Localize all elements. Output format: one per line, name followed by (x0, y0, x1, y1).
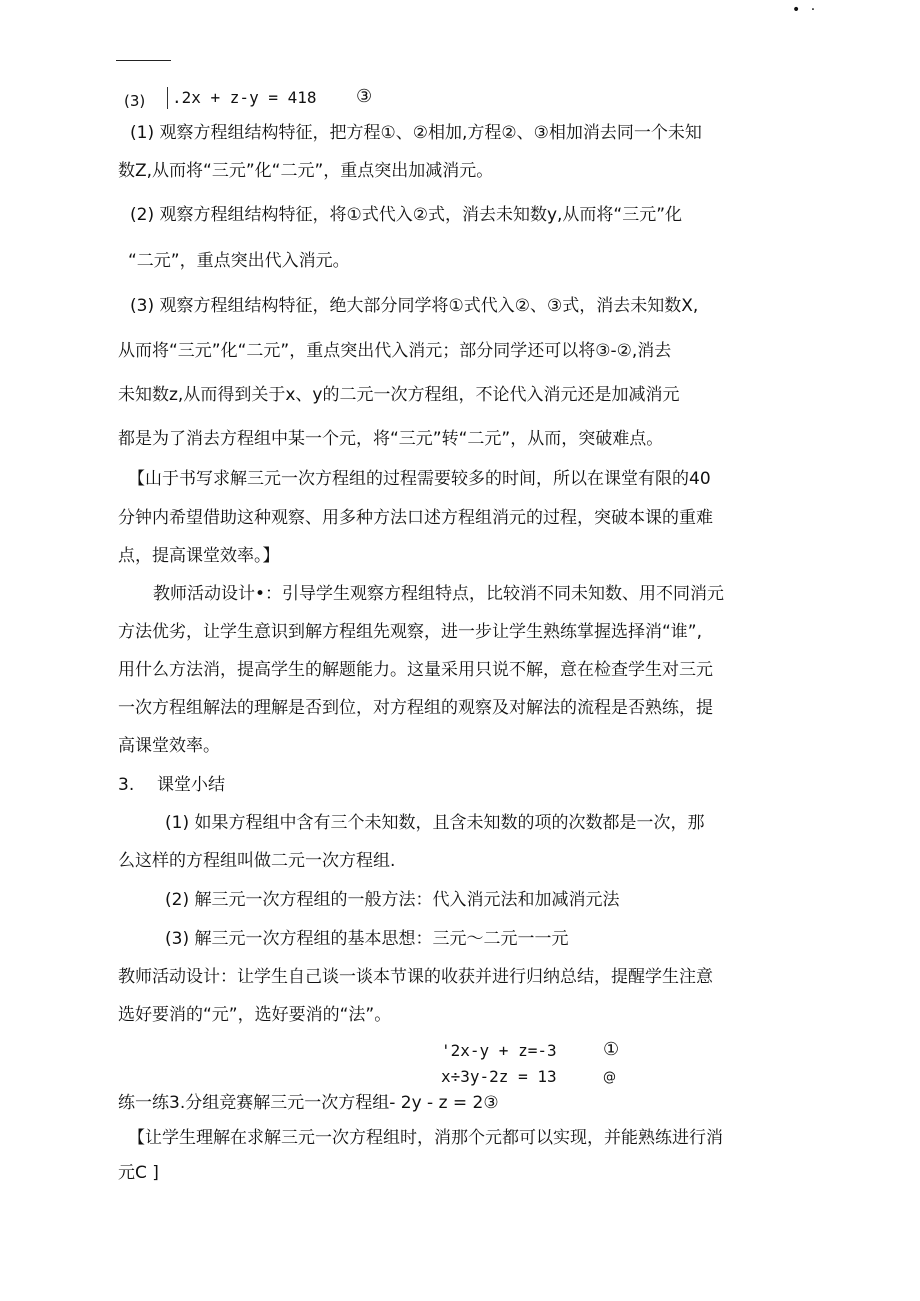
p3-line4: 都是为了消去方程组中某一个元，将“三元”转“二元”，从而，突破难点。 (118, 429, 664, 449)
note2-line1: 【让学生理解在求解三元一次方程组时，消那个元都可以实现，并能熟练进行消 (128, 1128, 723, 1148)
section3-title: 课堂小结 (157, 775, 225, 795)
design2-line2: 选好要消的“元”，选好要消的“法”。 (118, 1005, 392, 1025)
note1-line2: 分钟内希望借助这种观察、用多种方法口述方程组消元的过程，突破本课的重难 (118, 508, 713, 528)
design1-line4: 一次方程组解法的理解是否到位，对方程组的观察及对解法的流程是否熟练，提 (118, 698, 713, 718)
eq3-label: (3) (124, 92, 146, 110)
p3-line3: 未知数z,从而得到关于x、y的二元一次方程组，不论代入消元还是加减消元 (118, 385, 680, 405)
design1-line1: 教师活动设计•：引导学生观察方程组特点，比较消不同未知数、用不同消元 (153, 584, 725, 604)
p1-line2: 数Z,从而将“三元”化“二元”，重点突出加减消元。 (118, 161, 494, 181)
summary1-line1: (1) 如果方程组中含有三个未知数，且含未知数的项的次数都是一次，那 (165, 813, 705, 833)
design1-line3: 用什么方法消，提高学生的解题能力。这量采用只说不解，意在检查学生对三元 (118, 660, 713, 680)
corner-dots: • · (792, 2, 819, 18)
note2-line2: 元C ] (118, 1163, 159, 1183)
header-rule (116, 60, 171, 61)
summary2: (2) 解三元一次方程组的一般方法：代入消元法和加减消元法 (165, 890, 620, 910)
p2-line1: (2) 观察方程组结构特征，将①式代入②式，消去未知数y,从而将“三元”化 (130, 205, 683, 225)
summary3: (3) 解三元一次方程组的基本思想：三元～二元一一元 (165, 929, 569, 949)
p3-line1: (3) 观察方程组结构特征，绝大部分同学将①式代入②、③式，消去未知数X, (130, 296, 699, 316)
design1-line2: 方法优劣，让学生意识到解方程组先观察，进一步让学生熟练掌握选择消“谁”, (118, 622, 703, 642)
design1-line5: 高课堂效率。 (118, 736, 220, 756)
exercise-line: 练一练3.分组竞赛解三元一次方程组- 2y - z = 2③ (118, 1093, 499, 1113)
eq3-circle: ③ (356, 86, 373, 107)
exercise-eq1-mark: ① (603, 1039, 620, 1060)
eq3-formula: .2x + z-y = 418 (172, 88, 317, 107)
note1-line1: 【山于书写求解三元一次方程组的过程需要较多的时间，所以在课堂有限的40 (128, 469, 711, 489)
brace-bar (167, 87, 168, 109)
exercise-eq2-mark: @ (603, 1070, 616, 1085)
design2-line1: 教师活动设计：让学生自己谈一谈本节课的收获并进行归纳总结，提醒学生注意 (118, 967, 713, 987)
exercise-eq2: x÷3y-2z = 13 (441, 1067, 557, 1086)
p1-line1: (1) 观察方程组结构特征，把方程①、②相加,方程②、③相加消去同一个未知 (130, 123, 702, 143)
summary1-line2: 么这样的方程组叫做二元一次方程组. (118, 851, 396, 871)
section3-number: 3. (118, 775, 135, 795)
note1-line3: 点，提高课堂效率。】 (118, 546, 280, 566)
p3-line2: 从而将“三元”化“二元”，重点突出代入消元；部分同学还可以将③-②,消去 (118, 341, 672, 361)
p2-line2: “二元”，重点突出代入消元。 (128, 251, 350, 271)
exercise-eq1: '2x-y + z=-3 (441, 1041, 557, 1060)
